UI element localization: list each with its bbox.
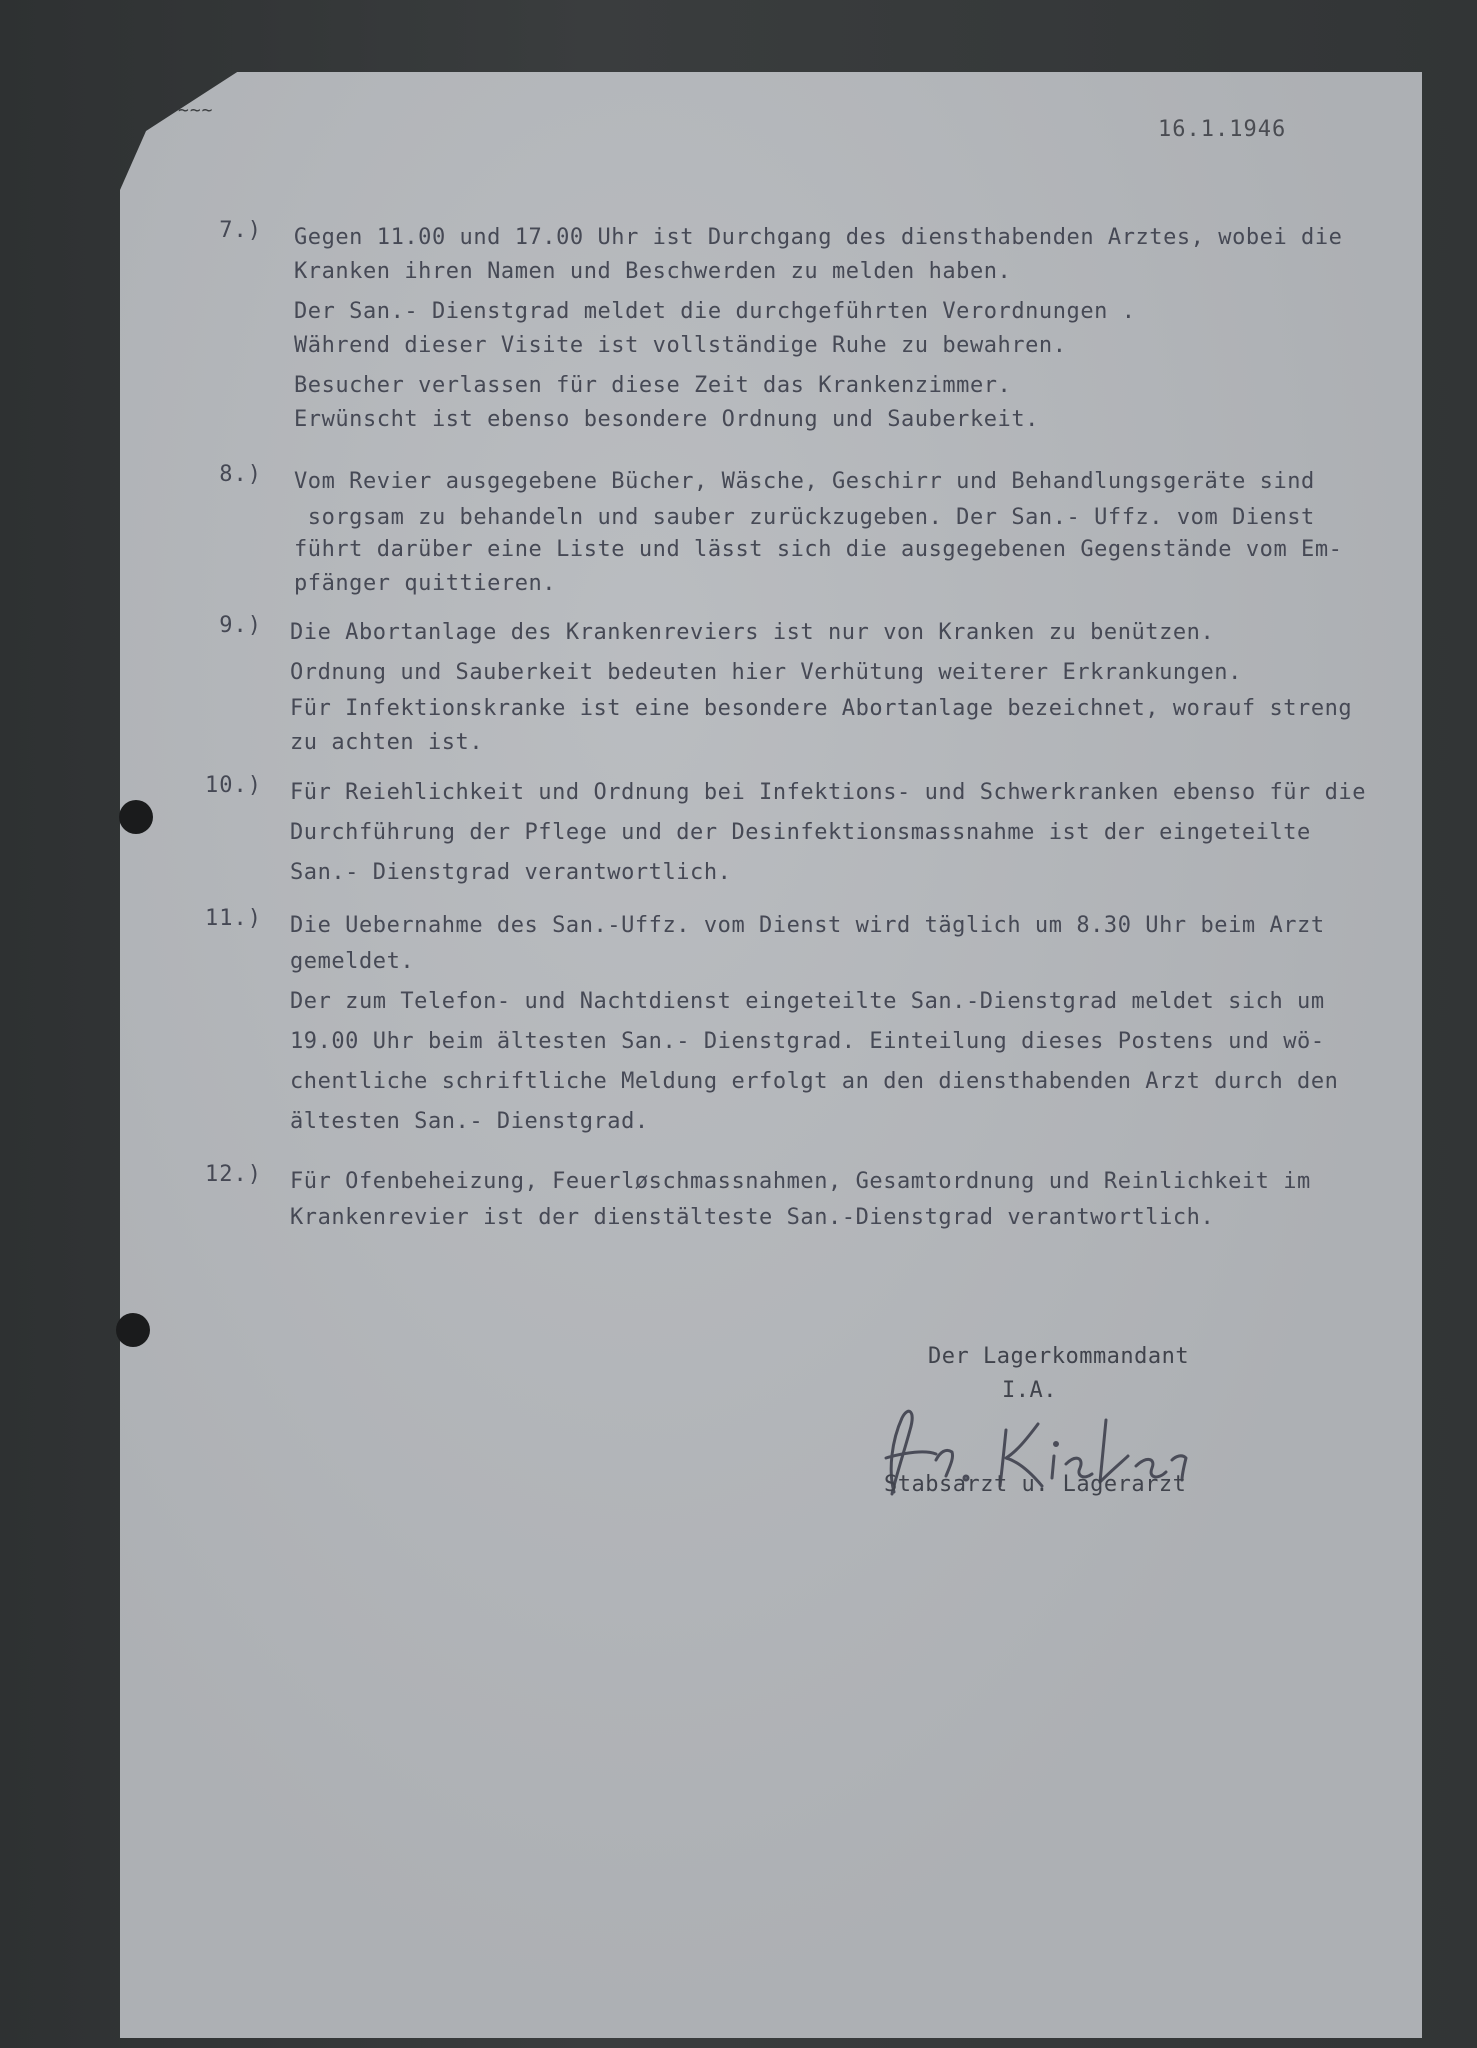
item-number: 12.) bbox=[205, 1162, 262, 1187]
text-line: Erwünscht ist ebenso besondere Ordnung und Sauberkeit. bbox=[294, 407, 1039, 432]
item-text bbox=[290, 613, 1352, 763]
item-text bbox=[290, 773, 1366, 893]
item-text bbox=[290, 906, 1338, 1142]
text-line: Durchführung der Pflege und der Desinfektionsmassnahme ist der eingeteilte bbox=[290, 820, 1311, 845]
text-line: zu achten ist. bbox=[290, 730, 484, 755]
item-number: 11.) bbox=[205, 906, 262, 931]
punch-hole-icon bbox=[116, 1313, 150, 1347]
text-line: Die Abortanlage des Krankenreviers ist nur von Kranken zu benützen. bbox=[290, 620, 1215, 645]
text-line: Für Infektionskranke ist eine besondere Abortanlage bezeichnet, worauf streng bbox=[290, 696, 1353, 721]
item-number: 7.) bbox=[219, 218, 262, 243]
text-line: San.- Dienstgrad verantwortlich. bbox=[290, 860, 732, 885]
item-text bbox=[290, 1162, 1311, 1238]
item-number: 8.) bbox=[219, 462, 262, 487]
text-line: pfänger quittieren. bbox=[294, 571, 557, 596]
corner-mark: ~~~ bbox=[178, 100, 214, 121]
document-date: 16.1.1946 bbox=[1158, 117, 1287, 142]
signatory-title: Der Lagerkommandant bbox=[928, 1344, 1190, 1369]
text-line: Ordnung und Sauberkeit bedeuten hier Verhütung weiterer Erkrankungen. bbox=[290, 660, 1242, 685]
item-text bbox=[294, 462, 1342, 604]
text-line: gemeldet. bbox=[290, 949, 415, 974]
punch-hole-icon bbox=[119, 800, 153, 834]
text-line: Für Ofenbeheizung, Feuerløschmassnahmen, Gesamtordnung und Reinlichkeit im bbox=[290, 1169, 1311, 1194]
text-line: Vom Revier ausgegebene Bücher, Wäsche, Geschirr und Behandlungsgeräte sind bbox=[294, 469, 1315, 494]
text-line: Kranken ihren Namen und Beschwerden zu melden haben. bbox=[294, 259, 1012, 284]
signatory-on-behalf: I.A. bbox=[1002, 1378, 1057, 1403]
text-line: chentliche schriftliche Meldung erfolgt an den diensthabenden Arzt durch den bbox=[290, 1069, 1339, 1094]
signatory-role: Stabsarzt u. Lagerarzt bbox=[884, 1472, 1187, 1497]
text-line: Der San.- Dienstgrad meldet die durchgeführten Verordnungen . bbox=[294, 299, 1136, 324]
item-text bbox=[294, 218, 1342, 440]
text-line: sorgsam zu behandeln und sauber zurückzugeben. Der San.- Uffz. vom Dienst bbox=[294, 505, 1315, 530]
item-number: 10.) bbox=[205, 773, 262, 798]
text-line: Während dieser Visite ist vollständige Ruhe zu bewahren. bbox=[294, 333, 1067, 358]
text-line: Krankenrevier ist der dienstälteste San.-Dienstgrad verantwortlich. bbox=[290, 1205, 1215, 1230]
text-line: Für Reiehlichkeit und Ordnung bei Infektions- und Schwerkranken ebenso für die bbox=[290, 780, 1367, 805]
text-line: führt darüber eine Liste und lässt sich die ausgegebenen Gegenstände vom Em- bbox=[294, 537, 1343, 562]
text-line: Die Uebernahme des San.-Uffz. vom Dienst wird täglich um 8.30 Uhr beim Arzt bbox=[290, 913, 1325, 938]
item-number: 9.) bbox=[219, 613, 262, 638]
text-line: Der zum Telefon- und Nachtdienst eingeteilte San.-Dienstgrad meldet sich um bbox=[290, 989, 1325, 1014]
text-line: 19.00 Uhr beim ältesten San.- Dienstgrad. Einteilung dieses Postens und wö- bbox=[290, 1029, 1325, 1054]
text-line: Besucher verlassen für diese Zeit das Krankenzimmer. bbox=[294, 373, 1012, 398]
text-line: Gegen 11.00 und 17.00 Uhr ist Durchgang des diensthabenden Arztes, wobei die bbox=[294, 225, 1343, 250]
text-line: ältesten San.- Dienstgrad. bbox=[290, 1109, 649, 1134]
